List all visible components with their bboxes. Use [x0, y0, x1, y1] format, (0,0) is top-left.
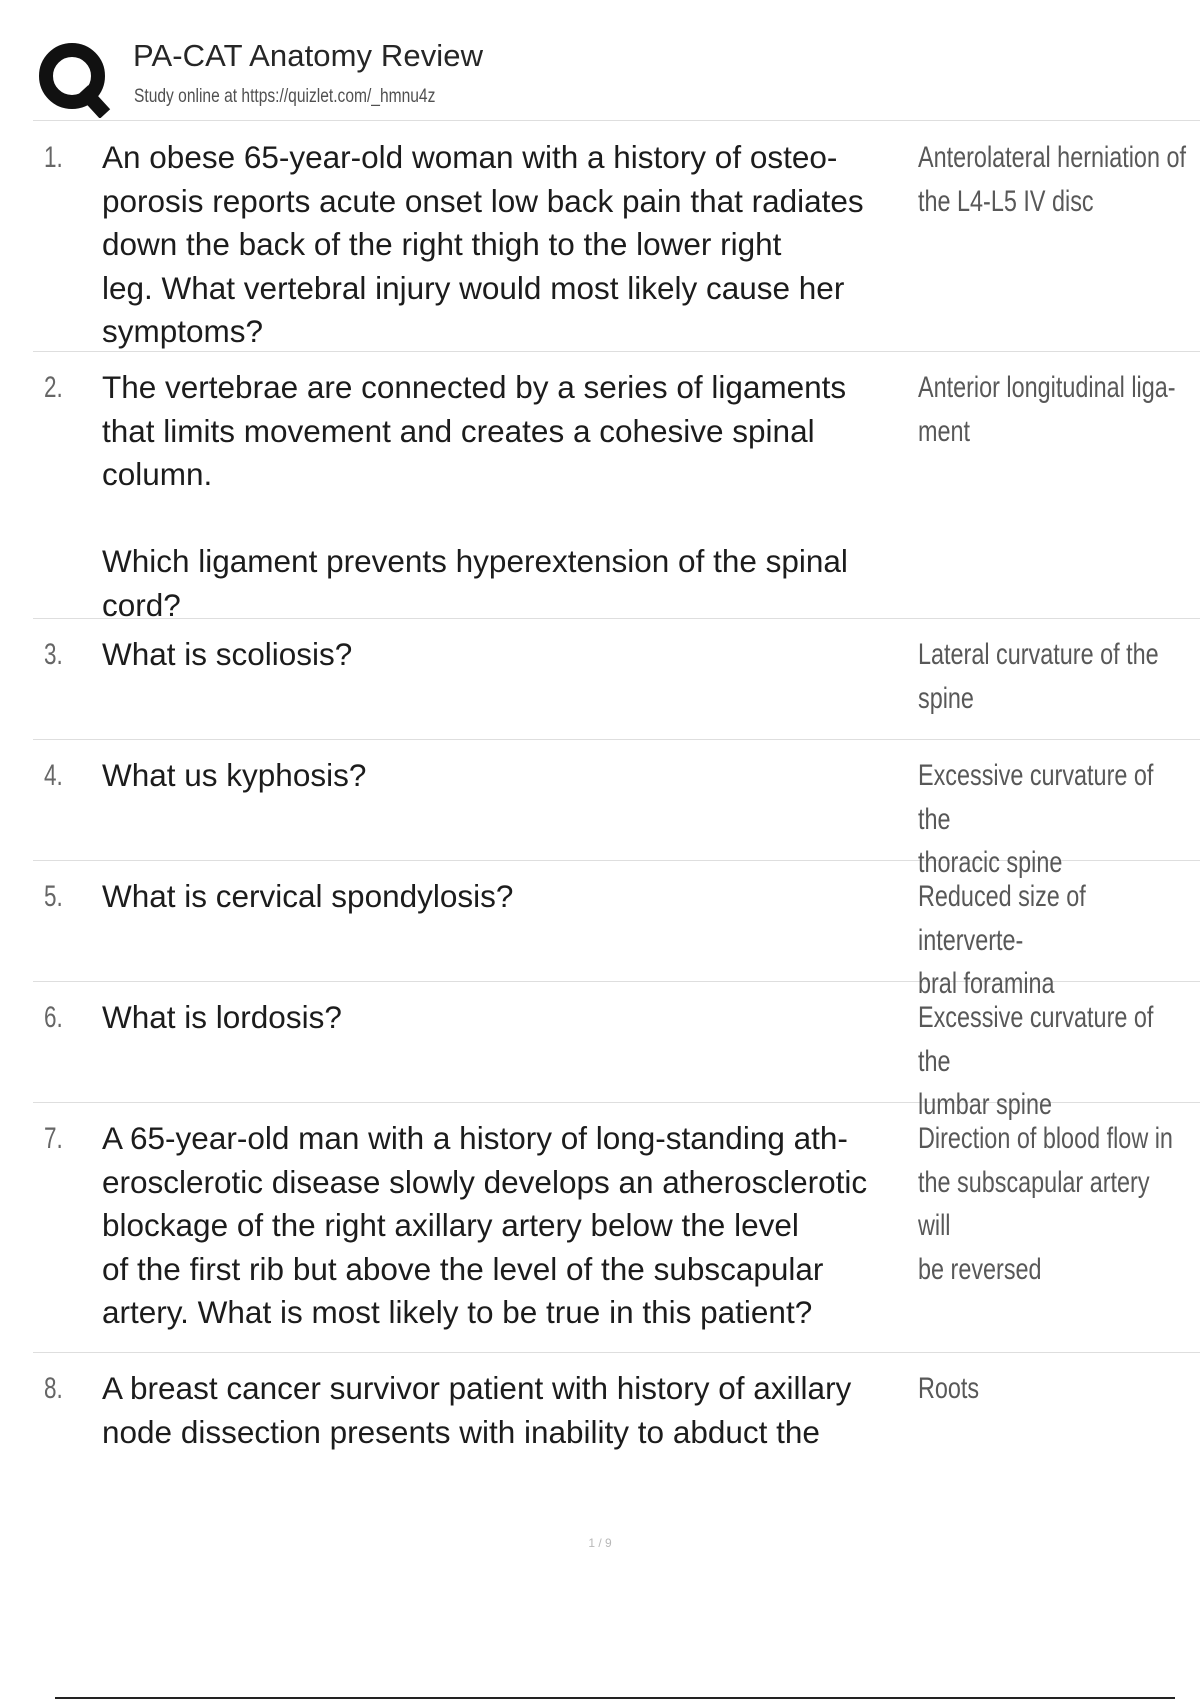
item-number: 2. [44, 371, 63, 404]
question-text: What is scoliosis? [102, 636, 353, 672]
flashcard-list [33, 122, 1200, 1473]
question-text: What is lordosis? [102, 999, 342, 1035]
bottom-divider [55, 1697, 1175, 1699]
flashcard-row [33, 619, 1200, 740]
flashcard-row [33, 740, 1200, 880]
quizlet-logo-icon [35, 38, 115, 118]
item-number: 6. [44, 1001, 63, 1034]
document-header [33, 34, 1200, 121]
answer-text: Roots [918, 1372, 980, 1405]
answer-text: Direction of blood flow in the subscapular artery will be reversed [918, 1122, 1173, 1286]
question-text: An obese 65-year-old woman with a history of osteo- porosis reports acute onset low back pain that radiates down the back of the right thigh to the lower right leg. What vertebral injury would most likely cause her symptoms? [102, 139, 864, 350]
answer-text: Excessive curvature of the thoracic spine [918, 759, 1154, 880]
item-number: 3. [44, 638, 63, 671]
flashcard-row [33, 861, 1200, 1001]
item-number: 4. [44, 759, 63, 792]
question-text: What us kyphosis? [102, 757, 367, 793]
question-text: The vertebrae are connected by a series of ligaments that limits movement and creates a cohesive spinal column. Which ligament prevents hyperextension of the spinal cord? [102, 369, 848, 623]
item-number: 5. [44, 880, 63, 913]
answer-text: Anterior longitudinal liga- ment [918, 371, 1176, 448]
page-number: 1 / 9 [588, 1536, 612, 1550]
question-text: What is cervical spondylosis? [102, 878, 514, 914]
item-number: 1. [44, 141, 63, 174]
item-number: 7. [44, 1122, 63, 1155]
item-number: 8. [44, 1372, 63, 1405]
study-online-link[interactable]: Study online at https://quizlet.com/_hmnu4z [134, 86, 436, 107]
answer-text: Lateral curvature of the spine [918, 638, 1159, 715]
question-text: A breast cancer survivor patient with history of axillary node dissection presents with inability to abduct the [102, 1370, 852, 1450]
flashcard-row [33, 1353, 1200, 1473]
flashcard-row [33, 982, 1200, 1122]
flashcard-row [33, 122, 1200, 352]
flashcard-row [33, 1103, 1200, 1353]
question-text: A 65-year-old man with a history of long-standing ath- erosclerotic disease slowly develops an atherosclerotic blockage of the right axillary artery below the level of the first rib but above the level of the subscapular artery. What is most likely to be true in this patient? [102, 1120, 868, 1331]
answer-text: Excessive curvature of the lumbar spine [918, 1001, 1154, 1122]
document-title: PA-CAT Anatomy Review [133, 38, 484, 73]
answer-text: Anterolateral herniation of the L4-L5 IV disc [918, 141, 1186, 218]
answer-text: Reduced size of interverte- bral foramina [918, 880, 1086, 1001]
flashcard-row [33, 352, 1200, 623]
